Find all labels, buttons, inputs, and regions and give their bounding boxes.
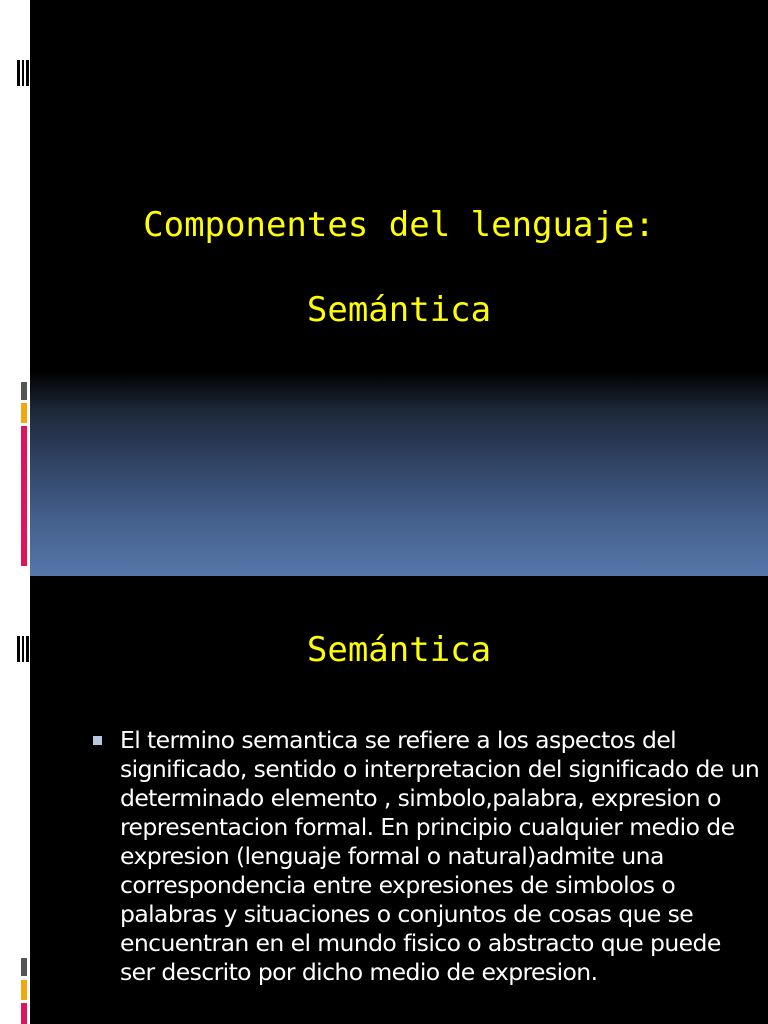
slide-corner-marker	[17, 60, 29, 86]
content-slide	[30, 576, 768, 1024]
accent-orange-mark	[21, 980, 27, 1000]
accent-pink-mark	[21, 426, 27, 566]
accent-pink-mark	[21, 1003, 27, 1024]
slide-corner-marker	[17, 636, 29, 662]
bullet-text: El termino semantica se refiere a los aspectos del significado, sentido o interpretacion del significado de un determinado elemento , simbolo,palabra, expresion o representacion formal. En principio cualquier medio de expresion (lenguaje formal o natural)admite una correspondencia entre expresiones de simbolos o palabras y situaciones o conjuntos de cosas que se encuentran en el mundo fisico o abstracto que puede ser descrito por dicho medio de expresion.	[120, 726, 760, 986]
accent-gray-mark	[21, 958, 27, 976]
title-slide	[30, 0, 768, 576]
slide-title-line-1: Componentes del lenguaje:	[143, 205, 655, 245]
accent-gray-mark	[21, 382, 27, 400]
square-bullet-icon	[93, 736, 102, 745]
bullet-item	[90, 726, 760, 987]
slide-title: Semántica	[306, 630, 492, 670]
slide-title-line-2: Semántica	[306, 290, 492, 330]
accent-orange-mark	[21, 403, 27, 423]
